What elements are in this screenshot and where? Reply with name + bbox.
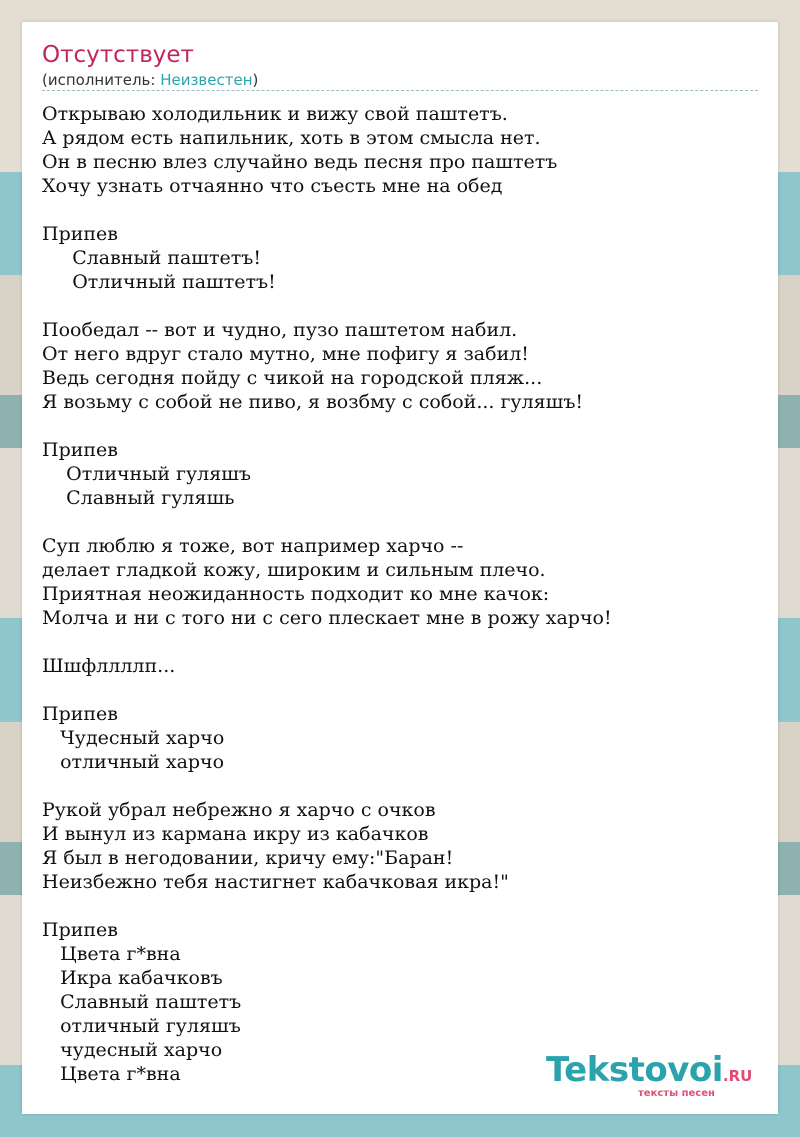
- song-title: Отсутствует: [42, 42, 194, 68]
- lyric-line: Открываю холодильник и вижу свой паштетъ.: [42, 103, 508, 125]
- lyric-line: [42, 510, 758, 534]
- lyric-line: [42, 294, 758, 318]
- lyric-line: делает гладкой кожу, широким и сильным плечо.: [42, 559, 546, 581]
- performer-suffix: ): [252, 71, 259, 89]
- lyric-line: Отличный паштетъ!: [42, 271, 276, 293]
- lyric-line: Я возьму с собой не пиво, я возбму с собой... гуляшъ!: [42, 391, 584, 413]
- lyric-line: [42, 630, 758, 654]
- lyrics-text: [42, 102, 758, 1086]
- lyric-line: Припев: [42, 919, 118, 941]
- lyric-line: Икра кабачковъ: [42, 967, 223, 989]
- performer-prefix: (исполнитель:: [42, 71, 161, 89]
- lyric-line: Славный паштетъ: [42, 991, 242, 1013]
- lyric-line: Хочу узнать отчаянно что съесть мне на обед: [42, 175, 503, 197]
- logo-tld: .RU: [722, 1067, 753, 1085]
- lyric-line: Рукой убрал небрежно я харчо с очков: [42, 799, 436, 821]
- lyric-line: А рядом есть напильник, хоть в этом смысла нет.: [42, 127, 541, 149]
- lyric-line: отличный гуляшъ: [42, 1015, 241, 1037]
- lyric-line: И вынул из кармана икру из кабачков: [42, 823, 429, 845]
- lyric-line: [42, 774, 758, 798]
- lyric-line: Припев: [42, 223, 118, 245]
- performer-link[interactable]: Неизвестен: [160, 71, 253, 89]
- title-divider: [42, 90, 758, 91]
- lyric-line: [42, 414, 758, 438]
- lyric-line: Шшфллллп...: [42, 655, 176, 677]
- lyric-line: отличный харчо: [42, 751, 225, 773]
- lyric-line: Отличный гуляшъ: [42, 463, 251, 485]
- lyric-line: Чудесный харчо: [42, 727, 225, 749]
- lyric-line: Приятная неожиданность подходит ко мне качок:: [42, 583, 550, 605]
- lyric-line: Он в песню влез случайно ведь песня про паштетъ: [42, 151, 558, 173]
- lyric-line: Припев: [42, 703, 118, 725]
- lyric-line: Цвета г*вна: [42, 1063, 181, 1085]
- lyric-line: Ведь сегодня пойду с чикой на городской пляж...: [42, 367, 543, 389]
- lyric-line: чудесный харчо: [42, 1039, 223, 1061]
- lyric-line: Славный паштетъ!: [42, 247, 261, 269]
- lyric-line: [42, 894, 758, 918]
- lyric-line: Суп люблю я тоже, вот например харчо --: [42, 535, 464, 557]
- performer-line: [42, 71, 258, 89]
- logo-name: Tekstovoi: [546, 1050, 723, 1090]
- logo-tagline: тексты песен: [638, 1088, 715, 1099]
- lyric-line: Пообедал -- вот и чудно, пузо паштетом набил.: [42, 319, 518, 341]
- lyric-line: [42, 678, 758, 702]
- lyric-line: Я был в негодовании, кричу ему:"Баран!: [42, 847, 454, 869]
- lyric-line: От него вдруг стало мутно, мне пофигу я забил!: [42, 343, 529, 365]
- lyric-line: Припев: [42, 439, 118, 461]
- lyric-line: Цвета г*вна: [42, 943, 181, 965]
- lyric-line: Славный гуляшь: [42, 487, 235, 509]
- lyric-line: Молча и ни с того ни с сего плескает мне в рожу харчо!: [42, 607, 612, 629]
- site-logo[interactable]: [546, 1050, 752, 1090]
- lyric-line: [42, 198, 758, 222]
- lyrics-sheet: [22, 22, 778, 1114]
- lyric-line: Неизбежно тебя настигнет кабачковая икра!": [42, 871, 509, 893]
